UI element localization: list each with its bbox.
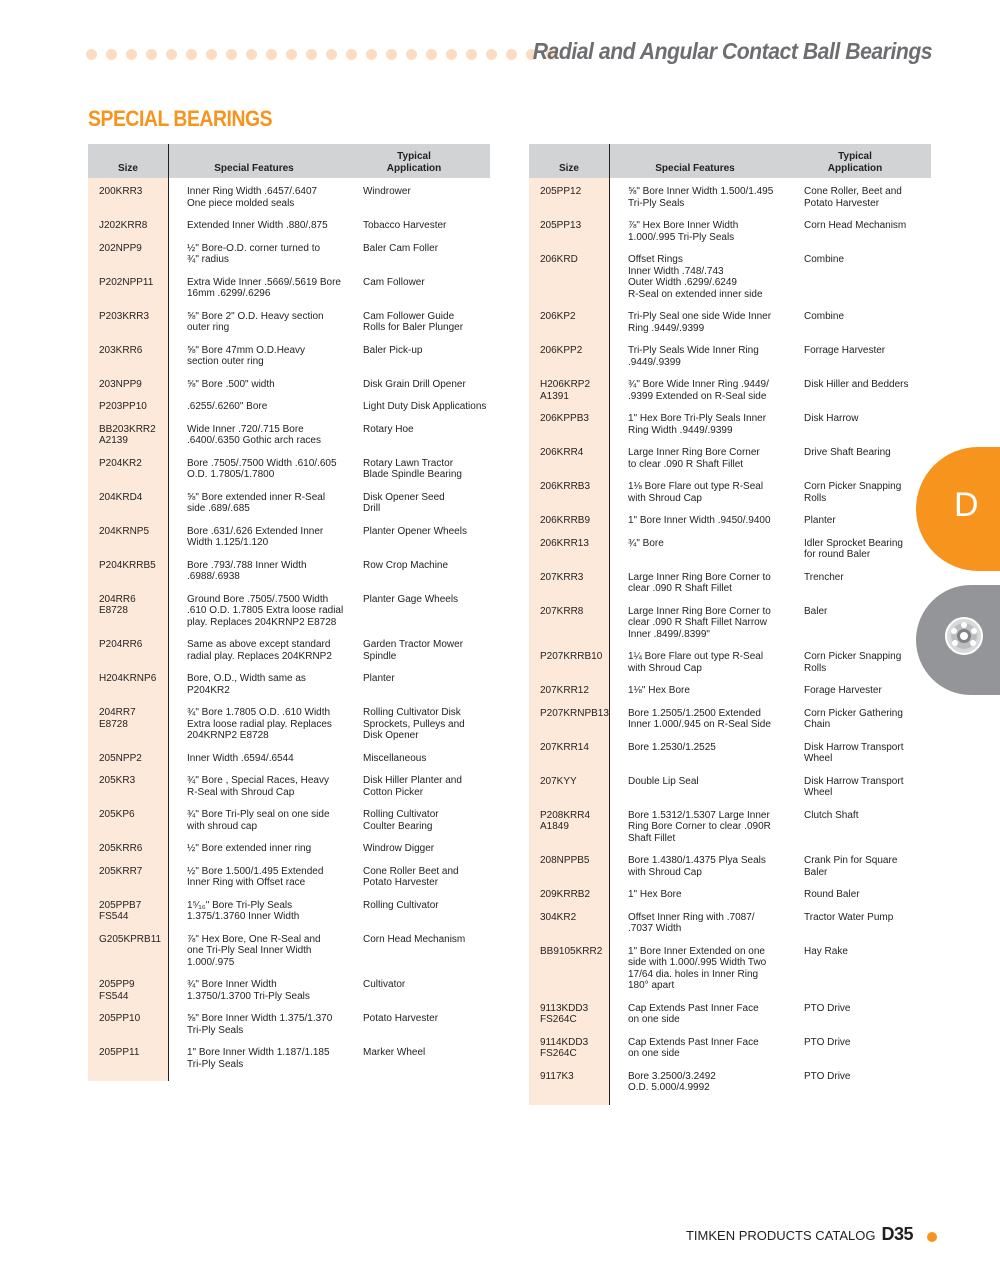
special-features-cell: ¾" Bore Wide Inner Ring .9449/ .9399 Extended on R-Seal side [628, 379, 769, 402]
table-row [529, 515, 931, 538]
typical-application-cell: Disk Hiller and Bedders [804, 379, 909, 390]
bearing-size-cell: 207KRR14 [540, 741, 589, 753]
special-features-cell: Bore, O.D., Width same as P204KR2 [187, 673, 306, 696]
typical-application-cell: Row Crop Machine [363, 559, 449, 571]
typical-application-cell: Baler Cam Foller [363, 242, 439, 254]
special-features-cell: Bore 1.2505/1.2500 Extended Inner 1.000/.945 on R-Seal Side [628, 707, 771, 730]
special-features-cell: Bore 3.2500/3.2492 O.D. 5.000/4.9992 [628, 1070, 716, 1093]
header-dot [486, 49, 497, 60]
special-features-cell: ¾" Bore Tri-Ply seal on one side with shroud cap [187, 809, 330, 832]
bearing-size-cell: P203KRR3 [99, 310, 150, 322]
bearing-size-cell: H204KRNP6 [99, 673, 157, 684]
special-features-cell: 1" Bore Inner Width .9450/.9400 [628, 515, 771, 526]
special-features-cell: Double Lip Seal [628, 775, 699, 787]
typical-application-cell: Windrower [363, 186, 411, 197]
table-row [88, 311, 490, 345]
bearing-size-cell: 207KRR8 [540, 605, 584, 617]
special-features-cell: ⅝" Bore Inner Width 1.500/1.495 Tri-Ply Seals [628, 186, 774, 209]
typical-application-cell: Corn Picker Snapping Rolls [804, 481, 902, 504]
bearing-size-cell: 206KPPB3 [540, 413, 589, 424]
typical-application-cell: Corn Head Mechanism [363, 933, 466, 945]
bearing-size-cell: 206KRR4 [540, 447, 584, 458]
special-features-cell: Bore 1.5312/1.5307 Large Inner Ring Bore Corner to clear .090R Shaft Fillet [628, 809, 771, 844]
typical-application-cell: Miscellaneous [363, 752, 427, 764]
special-features-cell: 1⁵⁄₁₆" Bore Tri-Ply Seals 1.375/1.3760 Inner Width [187, 899, 300, 922]
typical-application-cell: Rolling Cultivator Disk Sprockets, Pulleys and Disk Opener [363, 707, 465, 741]
bearing-size-cell: 206KRD [540, 254, 578, 265]
bearing-size-cell: 206KP2 [540, 311, 576, 322]
header-dot [346, 49, 357, 60]
table-row [529, 776, 931, 810]
header-dot [226, 49, 237, 60]
bearing-size-cell: 205PP10 [99, 1013, 141, 1024]
typical-application-cell: Round Baler [804, 889, 860, 900]
table-row [88, 379, 490, 402]
typical-application-cell: PTO Drive [804, 1070, 851, 1082]
table-row [529, 810, 931, 856]
special-features-cell: 1¼ Bore Flare out type R-Seal with Shroud Cap [628, 651, 764, 674]
bearings-table-right [529, 144, 931, 1105]
table-row [88, 186, 490, 220]
special-features-cell: ¾" Bore Inner Width 1.3750/1.3700 Tri-Ply Seals [187, 979, 310, 1002]
typical-application-cell: Baler Pick-up [363, 344, 423, 356]
column-header-features: Special Features [655, 163, 735, 174]
header-dot [306, 49, 317, 60]
table-row [529, 606, 931, 652]
table-row [529, 742, 931, 776]
bearing-size-cell: 206KPP2 [540, 345, 583, 356]
typical-application-cell: Windrow Digger [363, 843, 435, 854]
typical-application-cell: Corn Picker Gathering Chain [804, 707, 903, 730]
section-tab-letter: D [954, 486, 979, 524]
special-features-cell: ⅞" Hex Bore, One R-Seal and one Tri-Ply Seal Inner Width 1.000/.975 [187, 933, 321, 968]
typical-application-cell: Clutch Shaft [804, 809, 859, 821]
table-row [88, 220, 490, 243]
table-row [88, 277, 490, 311]
typical-application-cell: Cam Follower Guide Rolls for Baler Plunger [363, 310, 464, 333]
table-row [529, 345, 931, 379]
header-dot [506, 49, 517, 60]
bearing-size-cell: P208KRR4 A1849 [540, 809, 591, 832]
table-row [88, 809, 490, 843]
catalog-name: TIMKEN PRODUCTS CATALOG [685, 1228, 876, 1243]
bearing-size-cell: 204RR7 E8728 [99, 707, 136, 730]
special-features-cell: 1⅛ Bore Flare out type R-Seal with Shroud Cap [628, 481, 764, 504]
header-dot [326, 49, 337, 60]
typical-application-cell: Forrage Harvester [804, 345, 886, 356]
special-features-cell: ½" Bore 1.500/1.495 Extended Inner Ring with Offset race [187, 865, 324, 888]
typical-application-cell: Drive Shaft Bearing [804, 447, 891, 458]
special-features-cell: 1" Bore Inner Width 1.187/1.185 Tri-Ply Seals [187, 1047, 330, 1070]
special-features-cell: Bore .7505/.7500 Width .610/.605 O.D. 1.7805/1.7800 [187, 457, 337, 480]
special-features-cell: ⅝" Bore 47mm O.D.Heavy section outer ring [187, 344, 306, 367]
header-dot [126, 49, 137, 60]
table-row [529, 311, 931, 345]
table-row [88, 594, 490, 640]
header-dot [286, 49, 297, 60]
table-row [88, 979, 490, 1013]
table-row [529, 855, 931, 889]
special-features-cell: ½" Bore-O.D. corner turned to ¾" radius [187, 242, 321, 265]
special-features-cell: ⅝" Bore extended inner R-Seal side .689/.685 [187, 491, 326, 514]
special-features-cell: Tri-Ply Seals Wide Inner Ring .9449/.9399 [628, 345, 759, 368]
page-header-title: Radial and Angular Contact Ball Bearings [532, 38, 932, 64]
table-row [529, 946, 931, 1003]
typical-application-cell: Rotary Lawn Tractor Blade Spindle Bearing [363, 457, 462, 480]
header-dot [86, 49, 97, 60]
table-body [529, 178, 931, 1105]
header-dot [266, 49, 277, 60]
bearing-size-cell: 205KRR7 [99, 865, 143, 877]
bearing-size-cell: 204KRNP5 [99, 525, 150, 537]
bearing-size-cell: 9113KDD3 FS264C [540, 1002, 589, 1025]
footer-dot-icon [927, 1232, 937, 1242]
header-dot [406, 49, 417, 60]
special-features-cell: 1" Hex Bore Tri-Ply Seals Inner Ring Width .9449/.9399 [628, 413, 767, 436]
bearing-size-cell: 205KRR6 [99, 843, 143, 854]
table-row [529, 220, 931, 254]
bearing-size-cell: 206KRR13 [540, 537, 589, 549]
special-features-cell: 1" Bore Inner Extended on one side with 1.000/.995 Width Two 17/64 dia. holes in Inner Ring 180° apart [628, 945, 767, 991]
bearing-size-cell: P207KRRB10 [540, 651, 603, 662]
bearing-size-cell: 206KRRB3 [540, 481, 591, 492]
typical-application-cell: Disk Opener Seed Drill [363, 491, 445, 514]
typical-application-cell: Planter [363, 673, 395, 684]
bearing-size-cell: 205PP9 FS544 [99, 979, 135, 1002]
special-features-cell: Large Inner Ring Bore Corner to clear .090 R Shaft Fillet Narrow Inner .8499/.8399" [628, 605, 771, 640]
header-dot [166, 49, 177, 60]
table-header [88, 144, 490, 178]
special-features-cell: ¾" Bore [628, 537, 664, 549]
header-dot [426, 49, 437, 60]
bearing-size-cell: BB9105KRR2 [540, 945, 603, 957]
bearing-size-cell: P202NPP11 [99, 276, 154, 288]
table-row [529, 685, 931, 708]
bearing-size-cell: J202KRR8 [99, 220, 148, 231]
table-row [529, 538, 931, 572]
ball-bearing-icon [944, 616, 984, 656]
header-dot [206, 49, 217, 60]
special-features-cell: Same as above except standard radial play. Replaces 204KRNP2 [187, 639, 332, 662]
typical-application-cell: Combine [804, 254, 845, 265]
table-row [88, 639, 490, 673]
typical-application-cell: Tractor Water Pump [804, 911, 894, 923]
special-features-cell: ¾" Bore 1.7805 O.D. .610 Width Extra loose radial play. Replaces 204KRNP2 E8728 [187, 707, 332, 741]
typical-application-cell: Cultivator [363, 979, 406, 990]
bearing-size-cell: 205PP13 [540, 220, 582, 231]
header-dot [386, 49, 397, 60]
typical-application-cell: Disk Grain Drill Opener [363, 378, 466, 390]
bearing-size-cell: 202NPP9 [99, 242, 142, 254]
typical-application-cell: Planter Opener Wheels [363, 525, 467, 537]
special-features-cell: Bore 1.4380/1.4375 Plya Seals with Shroud Cap [628, 855, 766, 878]
typical-application-cell: Cone Roller Beet and Potato Harvester [363, 865, 459, 888]
header-dot [246, 49, 257, 60]
bearing-size-cell: 203KRR6 [99, 344, 143, 356]
table-row [529, 254, 931, 311]
special-features-cell: ⅝" Bore .500" width [187, 378, 275, 390]
special-features-cell: ⅝" Bore 2" O.D. Heavy section outer ring [187, 310, 324, 333]
typical-application-cell: Planter [804, 515, 836, 526]
column-header-size: Size [117, 163, 138, 174]
column-header-application: Typical Application [827, 151, 883, 174]
table-row [88, 775, 490, 809]
typical-application-cell: PTO Drive [804, 1036, 851, 1048]
table-row [88, 900, 490, 934]
typical-application-cell: Combine [804, 311, 845, 322]
special-features-cell: 1⅛" Hex Bore [628, 685, 690, 696]
table-row [88, 492, 490, 526]
typical-application-cell: Rolling Cultivator [363, 899, 439, 911]
bearing-size-cell: 207KRR12 [540, 685, 589, 696]
typical-application-cell: Hay Rake [804, 945, 848, 957]
header-dot [186, 49, 197, 60]
special-features-cell: Extended Inner Width .880/.875 [187, 220, 328, 231]
special-features-cell: 1" Hex Bore [628, 889, 682, 900]
typical-application-cell: Forage Harvester [804, 685, 882, 696]
typical-application-cell: Baler [804, 605, 828, 617]
table-row [529, 651, 931, 685]
table-row [529, 1037, 931, 1071]
table-row [88, 458, 490, 492]
table-row [529, 186, 931, 220]
table-row [88, 866, 490, 900]
bearing-size-cell: 207KRR3 [540, 571, 584, 583]
bearing-size-cell: 205KR3 [99, 775, 136, 786]
special-features-cell: Wide Inner .720/.715 Bore .6400/.6350 Gothic arch races [187, 423, 321, 446]
table-row [88, 753, 490, 776]
typical-application-cell: Crank Pin for Square Baler [804, 855, 898, 878]
special-features-cell: Offset Inner Ring with .7087/ .7037 Width [628, 911, 755, 934]
table-row [529, 889, 931, 912]
typical-application-cell: Rolling Cultivator Coulter Bearing [363, 809, 439, 832]
bearing-size-cell: P204RR6 [99, 639, 143, 650]
typical-application-cell: Potato Harvester [363, 1013, 439, 1024]
special-features-cell: Tri-Ply Seal one side Wide Inner Ring .9449/.9399 [628, 311, 772, 334]
special-features-cell: Ground Bore .7505/.7500 Width .610 O.D. 1.7805 Extra loose radial play. Replaces 204KRNP2 E8728 [187, 593, 344, 628]
typical-application-cell: Corn Head Mechanism [804, 220, 907, 231]
typical-application-cell: Cam Follower [363, 276, 425, 288]
typical-application-cell: Tobacco Harvester [363, 220, 447, 231]
bearing-size-cell: 207KYY [540, 775, 577, 787]
typical-application-cell: PTO Drive [804, 1002, 851, 1014]
table-row [88, 1013, 490, 1047]
table-row [88, 560, 490, 594]
column-header-size: Size [558, 163, 579, 174]
bearing-size-cell: 204RR6 E8728 [99, 593, 136, 616]
special-features-cell: Bore .631/.626 Extended Inner Width 1.125/1.120 [187, 525, 324, 548]
column-header-features: Special Features [214, 163, 294, 174]
bearing-size-cell: 208NPPB5 [540, 855, 590, 866]
decorative-dots [86, 49, 557, 60]
table-row [88, 707, 490, 753]
typical-application-cell: Planter Gage Wheels [363, 593, 459, 605]
table-row [88, 243, 490, 277]
special-features-cell: .6255/.6260" Bore [187, 401, 268, 412]
bearing-size-cell: 204KRD4 [99, 491, 143, 503]
table-row [529, 708, 931, 742]
page-footer [686, 1224, 913, 1245]
header-dot [146, 49, 157, 60]
bearing-size-cell: 9114KDD3 FS264C [540, 1036, 589, 1059]
typical-application-cell: Cone Roller, Beet and Potato Harvester [804, 186, 902, 209]
table-row [529, 1003, 931, 1037]
typical-application-cell: Marker Wheel [363, 1047, 426, 1058]
special-features-cell: Large Inner Ring Bore Corner to clear .090 R Shaft Fillet [628, 571, 771, 594]
bearing-size-cell: 205NPP2 [99, 752, 142, 764]
table-row [88, 345, 490, 379]
table-row [529, 447, 931, 481]
typical-application-cell: Garden Tractor Mower Spindle [363, 639, 464, 662]
table-header [529, 144, 931, 178]
special-features-cell: Bore .793/.788 Inner Width .6988/.6938 [187, 559, 307, 582]
bearing-size-cell: P204KR2 [99, 457, 142, 469]
typical-application-cell: Disk Harrow Transport Wheel [804, 775, 904, 798]
table-row [529, 1071, 931, 1105]
special-features-cell: Offset Rings Inner Width .748/.743 Outer Width .6299/.6249 R-Seal on extended inner side [628, 254, 763, 300]
page-number: D35 [881, 1224, 913, 1244]
special-features-cell: Bore 1.2530/1.2525 [628, 741, 716, 753]
typical-application-cell: Light Duty Disk Applications [363, 401, 487, 412]
bearing-size-cell: 205PPB7 FS544 [99, 899, 142, 922]
typical-application-cell: Disk Harrow Transport Wheel [804, 741, 904, 764]
bearing-size-cell: 304KR2 [540, 911, 577, 923]
bearing-size-cell: 205PP11 [99, 1047, 140, 1058]
special-features-cell: Inner Width .6594/.6544 [187, 752, 294, 764]
table-row [529, 572, 931, 606]
bearing-size-cell: 205KP6 [99, 809, 135, 820]
header-dot [106, 49, 117, 60]
special-features-cell: Extra Wide Inner .5669/.5619 Bore 16mm .6299/.6296 [187, 276, 341, 299]
special-features-cell: ½" Bore extended inner ring [187, 843, 312, 854]
special-features-cell: Cap Extends Past Inner Face on one side [628, 1002, 759, 1025]
table-row [88, 401, 490, 424]
bearing-size-cell: 200KRR3 [99, 186, 143, 197]
special-features-cell: Large Inner Ring Bore Corner to clear .090 R Shaft Fillet [628, 447, 760, 470]
table-row [88, 934, 490, 980]
table-row [88, 843, 490, 866]
bearing-size-cell: 209KRRB2 [540, 889, 591, 900]
table-row [88, 673, 490, 707]
section-title: SPECIAL BEARINGS [88, 106, 273, 131]
typical-application-cell: Idler Sprocket Bearing for round Baler [804, 537, 903, 560]
bearing-size-cell: P207KRNPB13 [540, 707, 609, 719]
special-features-cell: ⅝" Bore Inner Width 1.375/1.370 Tri-Ply Seals [187, 1013, 333, 1036]
special-features-cell: ¾" Bore , Special Races, Heavy R-Seal with Shroud Cap [187, 775, 329, 798]
table-row [529, 481, 931, 515]
table-row [88, 526, 490, 560]
bearing-size-cell: H206KRP2 A1391 [540, 379, 591, 402]
typical-application-cell: Disk Harrow [804, 413, 859, 424]
bearing-size-cell: P203PP10 [99, 401, 147, 412]
bearing-size-cell: P204KRRB5 [99, 559, 156, 571]
table-row [529, 912, 931, 946]
special-features-cell: Inner Ring Width .6457/.6407 One piece molded seals [187, 186, 318, 209]
bearing-size-cell: 9117K3 [540, 1070, 574, 1082]
table-body [88, 178, 490, 1081]
bearing-size-cell: BB203KRR2 A2139 [99, 423, 156, 446]
special-features-cell: ⅞" Hex Bore Inner Width 1.000/.995 Tri-Ply Seals [628, 220, 739, 243]
typical-application-cell: Corn Picker Snapping Rolls [804, 651, 902, 674]
bearing-size-cell: 206KRRB9 [540, 515, 591, 526]
table-row [529, 379, 931, 413]
table-row [529, 413, 931, 447]
table-row [88, 1047, 490, 1081]
special-features-cell: Cap Extends Past Inner Face on one side [628, 1036, 759, 1059]
header-dot [366, 49, 377, 60]
bearing-size-cell: 203NPP9 [99, 378, 142, 390]
bearing-size-cell: G205KPRB11 [99, 933, 162, 945]
bearings-table-left [88, 144, 490, 1081]
header-dot [446, 49, 457, 60]
column-header-application: Typical Application [386, 151, 442, 174]
bearing-size-cell: 205PP12 [540, 186, 582, 197]
typical-application-cell: Rotary Hoe [363, 423, 414, 435]
table-row [88, 424, 490, 458]
typical-application-cell: Trencher [804, 571, 844, 583]
typical-application-cell: Disk Hiller Planter and Cotton Picker [363, 775, 462, 798]
header-dot [466, 49, 477, 60]
